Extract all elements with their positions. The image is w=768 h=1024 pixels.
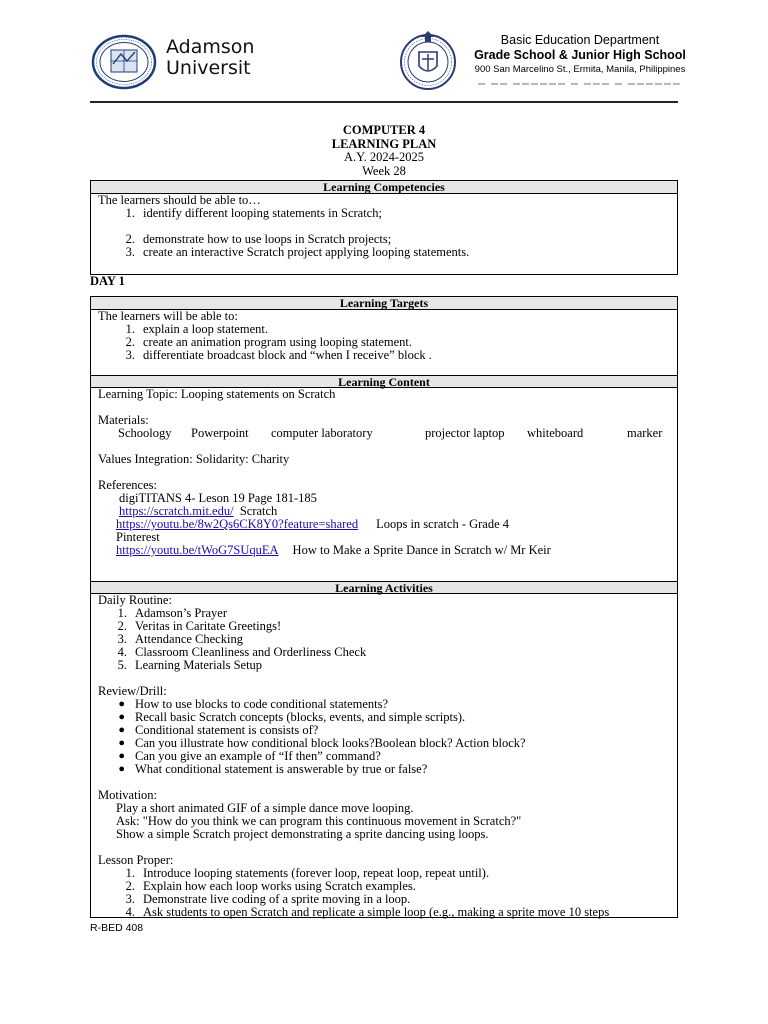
item-text: Ask students to open Scratch and replicate a simple loop (e.g., making a sprite move 10 steps (143, 905, 610, 919)
lesson-label: Lesson Proper: (98, 853, 174, 867)
item-text: Veritas in Caritate Greetings! (135, 619, 282, 633)
reference-item (98, 518, 670, 531)
reference-text: Loops in scratch - Grade 4 (376, 517, 510, 531)
material-item: Powerpoint (191, 426, 249, 440)
item-number: 3. (125, 892, 135, 906)
item-text: Conditional statement is consists of? (135, 723, 319, 737)
header-rule (90, 101, 678, 103)
item-number: 5. (117, 658, 127, 672)
activities-heading: Learning Activities (91, 581, 677, 594)
reference-item: digiTITANS 4- Leson 19 Page 181-185 (119, 491, 317, 505)
subject-title: COMPUTER 4 (342, 123, 426, 137)
lesson-table (90, 296, 678, 918)
item-text: differentiate broadcast block and “when I receive” block . (143, 348, 432, 362)
reference-text: How to Make a Sprite Dance in Scratch w/ Mr Keir (292, 543, 551, 557)
content-body (91, 388, 677, 581)
item-number: 3. (125, 245, 135, 259)
item-text: Can you give an example of “If then” command? (135, 749, 381, 763)
material-item: computer laboratory (271, 426, 373, 440)
routine-label: Daily Routine: (98, 593, 172, 607)
item-text: create an interactive Scratch project applying looping statements. (143, 245, 470, 259)
bullet-icon: ● (118, 724, 125, 736)
school-seal-icon (396, 28, 460, 92)
item-text: Learning Materials Setup (135, 658, 263, 672)
activities-body (91, 594, 677, 919)
item-text: create an animation program using looping statement. (143, 335, 413, 349)
university-name (166, 37, 254, 79)
bullet-icon: ● (118, 763, 125, 775)
list-item (98, 349, 670, 362)
item-text: Demonstrate live coding of a sprite moving in a loop. (143, 892, 411, 906)
materials-label: Materials: (98, 413, 149, 427)
reference-item: Pinterest (116, 530, 160, 544)
adamson-seal-icon (91, 34, 157, 90)
item-number: 1. (125, 206, 135, 220)
competencies-intro: The learners should be able to… (98, 193, 261, 207)
motivation-item: Show a simple Scratch project demonstrating a sprite dancing using loops. (116, 827, 489, 841)
bullet-icon: ● (118, 750, 125, 762)
table-bottom-rule (90, 917, 678, 918)
targets-intro: The learners will be able to: (98, 309, 238, 323)
item-text: What conditional statement is answerable by true or false? (135, 762, 428, 776)
material-item: whiteboard (527, 426, 584, 440)
list-item (98, 207, 670, 220)
item-number: 1. (125, 322, 135, 336)
motivation-item: Ask: "How do you think we can program this continuous movement in Scratch?" (116, 814, 522, 828)
item-number: 3. (125, 348, 135, 362)
academic-year: A.Y. 2024-2025 (344, 150, 424, 164)
competencies-box (90, 180, 678, 275)
reference-text: Scratch (239, 504, 278, 518)
material-item: projector laptop (425, 426, 505, 440)
review-label: Review/Drill: (98, 684, 167, 698)
targets-body (91, 310, 677, 375)
item-number: 1. (117, 606, 127, 620)
youtube-link-dance[interactable]: https://youtu.be/tWoG7SUquEA (116, 543, 279, 557)
list-item (98, 246, 670, 259)
motivation-item: Play a short animated GIF of a simple dance move looping. (116, 801, 414, 815)
targets-heading: Learning Targets (91, 297, 677, 310)
item-number: 1. (125, 866, 135, 880)
week-label: Week 28 (362, 163, 406, 178)
competencies-body (91, 194, 677, 259)
day-label: DAY 1 (90, 274, 125, 288)
form-code: R-BED 408 (90, 922, 144, 934)
item-number: 4. (125, 905, 135, 919)
item-number: 2. (117, 619, 127, 633)
reference-item (98, 544, 670, 557)
brand-line-2: Universit (166, 57, 251, 79)
motivation-label: Motivation: (98, 788, 158, 802)
plan-title: LEARNING PLAN (331, 136, 437, 151)
school-name: Grade School & Junior High School (474, 48, 686, 62)
school-address: 900 San Marcelino St., Ermita, Manila, Philippines (474, 64, 686, 75)
bullet-icon: ● (118, 698, 125, 710)
item-number: 4. (117, 645, 127, 659)
bullet-icon: ● (118, 711, 125, 723)
faded-contact-line: ▬ ▬▬ ▬▬▬▬▬▬ ▬ ▬▬▬ ▬ ▬▬▬▬▬▬ (478, 80, 682, 87)
item-number: 2. (125, 232, 135, 246)
learning-topic: Learning Topic: Looping statements on Scratch (98, 387, 336, 401)
bullet-icon: ● (118, 737, 125, 749)
item-number: 3. (117, 632, 127, 646)
scratch-link[interactable]: https://scratch.mit.edu/ (119, 504, 234, 518)
materials-list (98, 427, 670, 440)
item-number: 2. (125, 879, 135, 893)
department-block (466, 33, 694, 89)
item-text: identify different looping statements in Scratch; (143, 206, 382, 220)
item-text: demonstrate how to use loops in Scratch projects; (143, 232, 392, 246)
document-title (90, 124, 678, 178)
item-number: 2. (125, 335, 135, 349)
item-text: Explain how each loop works using Scratch examples. (143, 879, 416, 893)
competencies-heading: Learning Competencies (91, 181, 677, 194)
page-header (0, 0, 768, 110)
item-text: Attendance Checking (135, 632, 243, 646)
values-integration: Values Integration: Solidarity: Charity (98, 452, 290, 466)
youtube-link-loops[interactable]: https://youtu.be/8w2Qs6CK8Y0?feature=shared (116, 517, 359, 531)
item-text: Classroom Cleanliness and Orderliness Check (135, 645, 367, 659)
list-item (98, 659, 670, 672)
references-label: References: (98, 478, 157, 492)
material-item: marker (627, 426, 663, 440)
list-item (98, 763, 670, 776)
item-text: Recall basic Scratch concepts (blocks, events, and simple scripts). (135, 710, 466, 724)
material-item: Schoology (118, 426, 172, 440)
brand-line-1: Adamson (166, 36, 255, 58)
item-text: How to use blocks to code conditional statements? (135, 697, 389, 711)
item-text: Introduce looping statements (forever loop, repeat loop, repeat until). (143, 866, 490, 880)
item-text: Can you illustrate how conditional block looks?Boolean block? Action block? (135, 736, 526, 750)
content-heading: Learning Content (91, 375, 677, 388)
department-name: Basic Education Department (500, 33, 660, 47)
item-text: Adamson’s Prayer (135, 606, 227, 620)
item-text: explain a loop statement. (143, 322, 268, 336)
